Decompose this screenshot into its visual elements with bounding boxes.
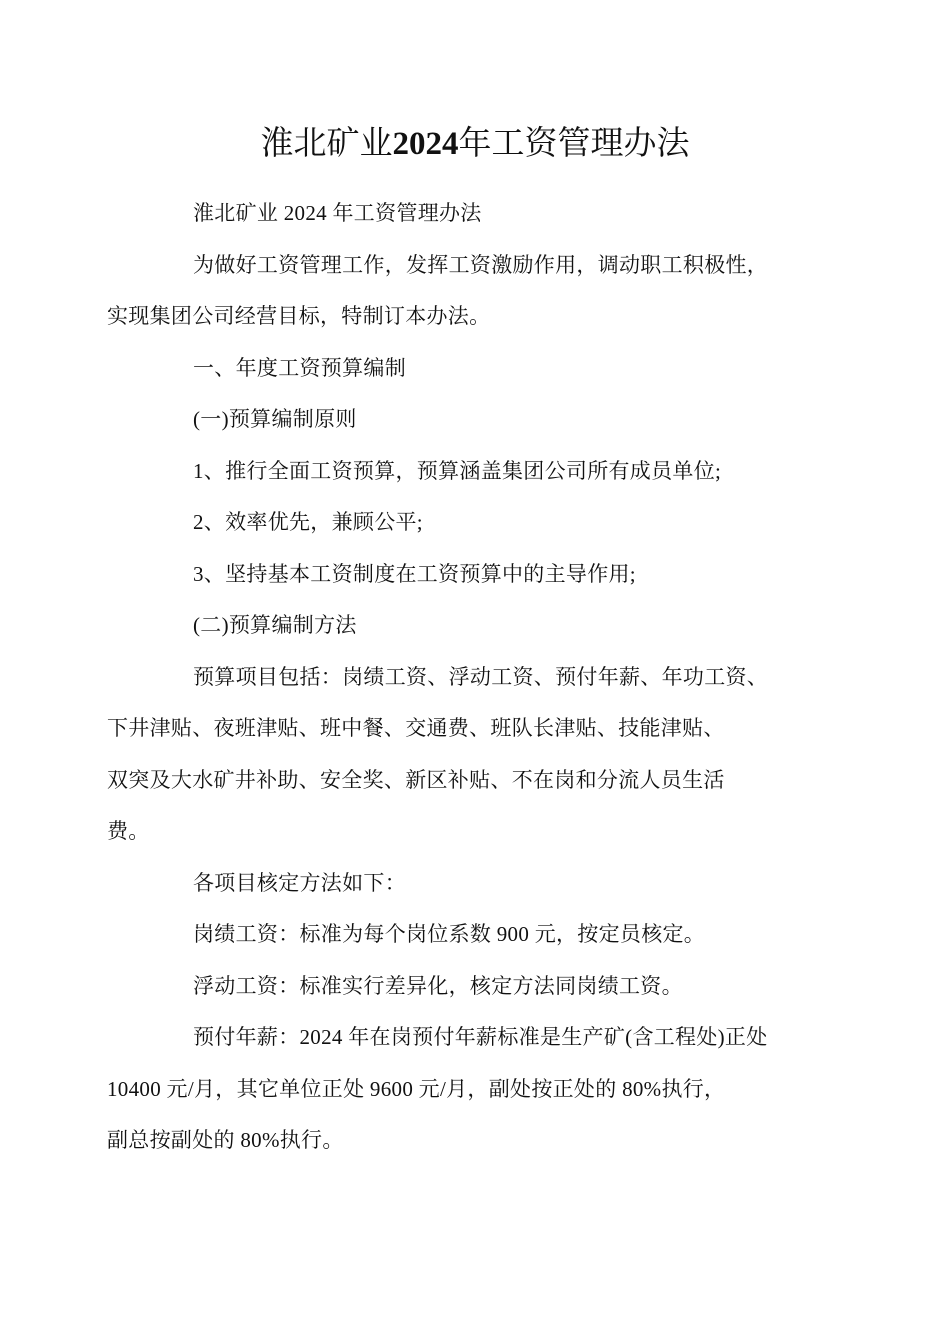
list-item: [150, 446, 800, 498]
text-line: 双突及大水矿井补助、安全奖、新区补贴、不在岗和分流人员生活: [107, 767, 725, 792]
text-line: 费。: [107, 819, 150, 843]
title-prefix: 淮北矿业: [260, 126, 393, 162]
text-line: 实现集团公司经营目标，特制订本办法。: [107, 304, 491, 328]
body-paragraph: [150, 961, 800, 1013]
list-item: [150, 497, 800, 549]
subsection-heading: [150, 394, 800, 446]
document-title: [150, 118, 800, 170]
text-line: 2、效率优先，兼顾公平;: [193, 510, 423, 534]
budget-items-paragraph: [107, 652, 800, 858]
title-year: 2024: [392, 126, 459, 162]
intro-paragraph: [107, 240, 800, 343]
text-line: 3、坚持基本工资制度在工资预算中的主导作用;: [193, 561, 636, 586]
text-line: 淮北矿业 2024 年工资管理办法: [193, 201, 482, 225]
text-line: 一、年度工资预算编制: [193, 355, 406, 380]
text-line: (二)预算编制方法: [193, 613, 357, 637]
body-paragraph: [150, 909, 800, 961]
list-item: [150, 549, 800, 601]
text-line: 岗绩工资：标准为每个岗位系数 900 元，按定员核定。: [193, 922, 706, 946]
body-paragraph: [107, 1012, 800, 1167]
text-line: 副总按副处的 80%执行。: [107, 1128, 344, 1152]
subtitle-paragraph: [150, 188, 800, 240]
document-body: [107, 188, 800, 1167]
section-heading: [150, 343, 800, 395]
text-line: 浮动工资：标准实行差异化，核定方法同岗绩工资。: [193, 973, 683, 998]
text-line: (一)预算编制原则: [193, 407, 357, 431]
text-line: 为做好工资管理工作，发挥工资激励作用，调动职工积极性，: [193, 252, 769, 277]
subsection-heading: [150, 600, 800, 652]
text-line: 下井津贴、夜班津贴、班中餐、交通费、班队长津贴、技能津贴、: [107, 716, 725, 740]
body-paragraph: [150, 858, 800, 910]
title-suffix: 年工资管理办法: [458, 126, 690, 162]
text-line: 预算项目包括：岗绩工资、浮动工资、预付年薪、年功工资、: [193, 664, 769, 689]
text-line: 10400 元/月，其它单位正处 9600 元/月，副处按正处的 80%执行，: [107, 1076, 726, 1101]
text-line: 各项目核定方法如下：: [193, 870, 406, 895]
text-line: 预付年薪：2024 年在岗预付年薪标准是生产矿(含工程处)正处: [193, 1025, 768, 1049]
text-line: 1、推行全面工资预算，预算涵盖集团公司所有成员单位;: [193, 458, 722, 483]
